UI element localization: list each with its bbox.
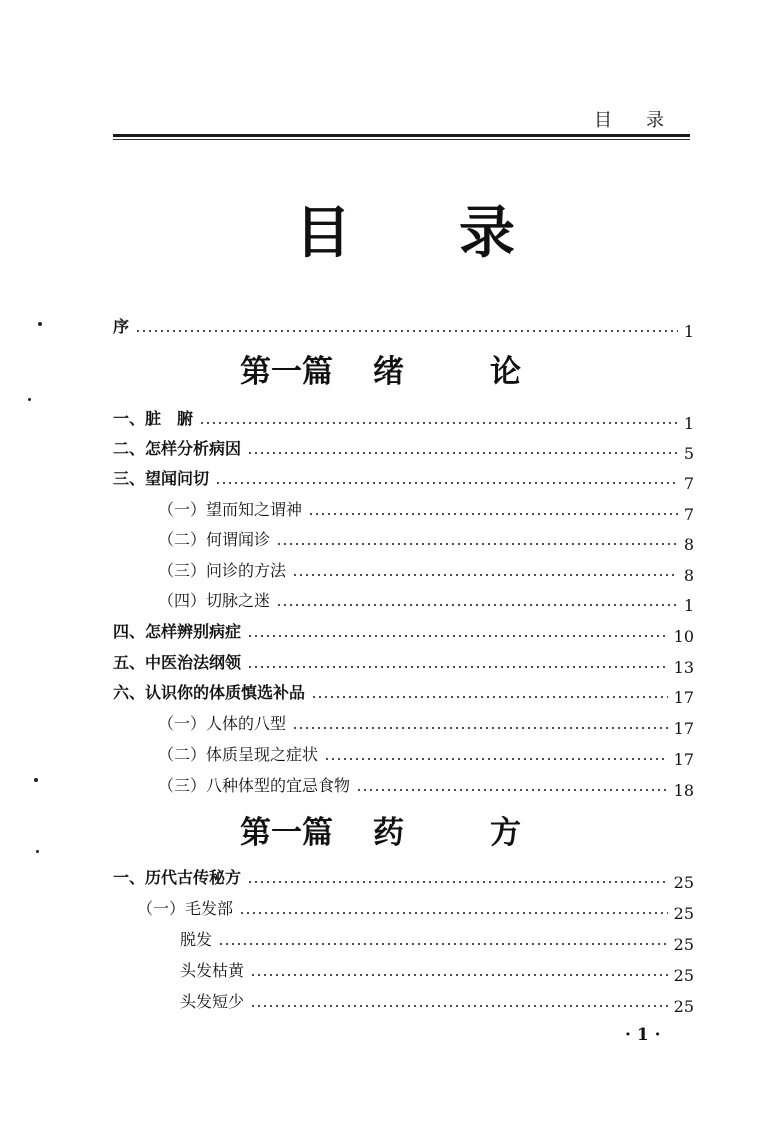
toc-entry-page: 25 <box>673 997 694 1016</box>
part-heading-2-volume: 第一篇 <box>240 815 333 851</box>
part-heading-1-word-2: 论 <box>490 354 521 390</box>
toc-subsubentry[interactable] <box>180 926 694 954</box>
toc-entry-page: 17 <box>673 750 694 769</box>
running-header <box>594 106 664 132</box>
toc-entry-page: 25 <box>673 966 694 985</box>
toc-entry-label: 一、历代古传秘方 <box>113 868 242 887</box>
toc-subentry[interactable] <box>158 772 694 800</box>
toc-subsubentry[interactable] <box>180 957 694 985</box>
dot-leader <box>239 912 668 914</box>
dot-leader <box>250 1005 668 1007</box>
scan-speck <box>38 322 42 326</box>
toc-entry-label: （三）问诊的方法 <box>158 561 287 580</box>
toc-entry-label: 六、认识你的体质慎选补品 <box>113 683 306 702</box>
toc-entry-label: （二）何谓闻诊 <box>158 530 271 549</box>
toc-subentry[interactable] <box>158 741 694 769</box>
toc-entry-page: 7 <box>683 505 694 524</box>
toc-entry-label: （三）八种体型的宜忌食物 <box>158 776 351 795</box>
toc-entry[interactable] <box>113 679 694 707</box>
dot-leader <box>247 635 668 637</box>
scan-speck <box>34 778 38 782</box>
toc-entry-label: 序 <box>113 317 130 336</box>
part-heading-1-word-1: 绪 <box>373 354 404 390</box>
toc-subentry[interactable] <box>158 587 694 615</box>
toc-entry-page: 8 <box>683 535 694 554</box>
toc-entry-page: 13 <box>673 658 694 677</box>
dot-leader <box>276 543 678 545</box>
toc-entry-page: 25 <box>673 873 694 892</box>
scan-speck <box>36 850 39 853</box>
dot-leader <box>199 422 678 424</box>
running-header-char-2: 录 <box>646 110 664 131</box>
dot-leader <box>247 881 668 883</box>
toc-entry-label: 五、中医治法纲领 <box>113 653 242 672</box>
toc-entry-page: 25 <box>673 935 694 954</box>
toc-entry-page: 10 <box>673 627 694 646</box>
toc-entry-page: 1 <box>683 414 694 433</box>
toc-entry-label: 四、怎样辨别病症 <box>113 622 242 641</box>
dot-leader <box>292 727 668 729</box>
dot-leader <box>311 696 668 698</box>
part-heading-1-volume: 第一篇 <box>240 354 333 390</box>
toc-entry-label: 三、望闻问切 <box>113 469 210 488</box>
dot-leader <box>215 482 678 484</box>
toc-entry[interactable] <box>113 864 694 892</box>
toc-entry[interactable] <box>113 649 694 677</box>
scan-speck <box>28 398 31 401</box>
running-header-char-1: 目 <box>594 110 612 131</box>
toc-subentry[interactable] <box>158 710 694 738</box>
toc-entry-page: 7 <box>683 474 694 493</box>
toc-entry-label: 一、脏 腑 <box>113 409 194 428</box>
toc-entry-label: 二、怎样分析病因 <box>113 439 242 458</box>
toc-entry-preface[interactable] <box>113 313 694 341</box>
dot-leader <box>356 789 668 791</box>
dot-leader <box>276 604 678 606</box>
page-title <box>295 200 515 266</box>
toc-entry-label: （一）毛发部 <box>137 899 234 918</box>
dot-leader <box>324 758 668 760</box>
toc-entry[interactable] <box>113 618 694 646</box>
dot-leader <box>247 452 678 454</box>
toc-entry-label: 脱发 <box>180 930 213 949</box>
part-heading-1 <box>240 352 521 392</box>
page-title-char-1: 目 <box>295 200 351 266</box>
toc-entry-page: 17 <box>673 719 694 738</box>
toc-entry[interactable] <box>113 405 694 433</box>
dot-leader <box>292 574 678 576</box>
toc-entry-label: 头发短少 <box>180 992 245 1011</box>
dot-leader <box>250 974 668 976</box>
dot-leader <box>218 943 668 945</box>
toc-entry-page: 8 <box>683 566 694 585</box>
header-rule-thick <box>113 134 690 137</box>
toc-entry-label: （二）体质呈现之症状 <box>158 745 319 764</box>
page-folio: · 1 · <box>625 1025 661 1045</box>
part-heading-2-word-1: 药 <box>373 815 404 851</box>
toc-entry-page: 18 <box>673 781 694 800</box>
toc-entry-label: （一）人体的八型 <box>158 714 287 733</box>
toc-subentry[interactable] <box>158 526 694 554</box>
part-heading-2-word-2: 方 <box>490 815 521 851</box>
toc-entry[interactable] <box>113 435 694 463</box>
toc-subsubentry[interactable] <box>180 988 694 1016</box>
dot-leader <box>135 330 678 332</box>
toc-entry-page: 25 <box>673 904 694 923</box>
toc-entry[interactable] <box>113 465 694 493</box>
toc-entry-label: 头发枯黄 <box>180 961 245 980</box>
toc-subentry[interactable] <box>158 496 694 524</box>
toc-entry-page: 5 <box>683 444 694 463</box>
page-title-char-2: 录 <box>459 200 515 266</box>
dot-leader <box>308 513 678 515</box>
toc-entry-page: 1 <box>683 322 694 341</box>
part-heading-2 <box>240 813 521 853</box>
toc-entry-page: 17 <box>673 688 694 707</box>
toc-entry-label: （一）望而知之谓神 <box>158 500 303 519</box>
toc-subentry[interactable] <box>158 557 694 585</box>
toc-entry-page: 1 <box>683 596 694 615</box>
header-rule-thin <box>113 139 690 140</box>
toc-entry-label: （四）切脉之迷 <box>158 591 271 610</box>
toc-subentry[interactable] <box>137 895 694 923</box>
dot-leader <box>247 666 668 668</box>
